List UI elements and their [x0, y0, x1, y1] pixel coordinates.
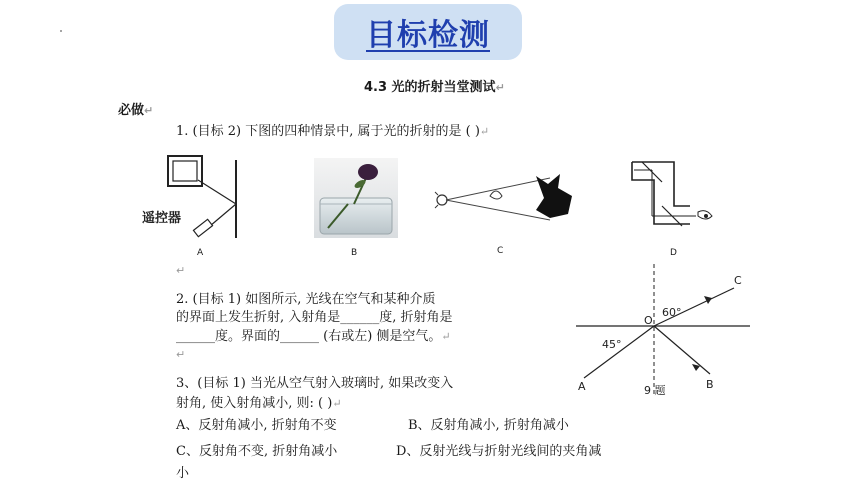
- q3-option-b: B、反射角减小, 折射角减小: [408, 418, 569, 433]
- doc-title: [364, 76, 505, 95]
- q2-line-2: 的界面上发生折射, 入射角是______度, 折射角是: [176, 310, 453, 325]
- q1-label-c: C: [497, 246, 504, 256]
- reflected-ray: [654, 326, 710, 374]
- light-bulb-icon: [437, 195, 447, 205]
- eye-pupil: [704, 214, 708, 218]
- tv-screen: [173, 161, 197, 181]
- q2-line-1: 2. (目标 1) 如图所示, 光线在空气和某种介质: [176, 292, 436, 307]
- periscope-inner: [632, 162, 690, 206]
- remote-icon: [193, 219, 212, 236]
- q1-label-d: D: [670, 248, 677, 258]
- return-mark: ↵: [176, 264, 186, 277]
- flower: [358, 164, 378, 180]
- return-mark: ↵: [176, 348, 186, 361]
- q3-option-d: D、反射光线与折射光线间的夹角减: [396, 444, 602, 459]
- ray-reflected: [198, 180, 236, 204]
- refraction-figure: [572, 262, 762, 402]
- periscope-outer: [632, 162, 690, 224]
- arrow-c-icon: [704, 296, 712, 304]
- return-mark: ↵: [144, 104, 154, 117]
- q3-option-c: C、反射角不变, 折射角减小: [176, 444, 338, 459]
- slide-title-box: [334, 4, 522, 60]
- light-ray-mark: [435, 205, 438, 208]
- ray-incident: [210, 204, 236, 226]
- section-label: [118, 99, 153, 118]
- point-a-label: A: [578, 380, 586, 393]
- return-mark: ↵: [479, 125, 490, 138]
- light-cone-bottom: [446, 200, 550, 220]
- q1-text-line: [176, 120, 489, 139]
- section-label-text: 必做: [118, 103, 145, 118]
- q3-line-2-text: 射角, 使入射角减小, 则: ( ): [176, 396, 333, 411]
- q1-image-b: [314, 158, 398, 238]
- angle-left-label: 45°: [602, 338, 622, 351]
- angle-top-label: 60°: [662, 306, 682, 319]
- remote-label: 遥控器: [142, 211, 182, 226]
- q3-option-a: A、反射角减小, 折射角不变: [176, 418, 337, 433]
- q2-line-3: [176, 325, 451, 344]
- figure-caption: 9 题: [644, 384, 666, 397]
- q1-image-c: [432, 170, 582, 232]
- decor-dot: [60, 30, 62, 32]
- glass: [320, 198, 392, 234]
- hand-icon: [490, 191, 502, 199]
- q3-option-d-cont: 小: [176, 466, 190, 481]
- point-b-label: B: [706, 378, 714, 391]
- q1-text: 1. (目标 2) 下图的四种情景中, 属于光的折射的是 ( ): [176, 124, 480, 139]
- incident-ray: [584, 326, 654, 378]
- q1-image-d: [628, 154, 720, 246]
- return-mark: ↵: [441, 330, 451, 343]
- q1-label-b: B: [351, 248, 358, 258]
- doc-title-text: 4.3 光的折射当堂测试: [364, 80, 496, 95]
- q3-line-1: 3、(目标 1) 当光从空气射入玻璃时, 如果改变入: [176, 376, 454, 391]
- return-mark: ↵: [332, 397, 342, 410]
- q2-line-3-text: ______度。界面的______ (右或左) 侧是空气。: [176, 329, 442, 344]
- q1-image-a: [140, 152, 250, 252]
- slide-title: 目标检测: [366, 18, 490, 53]
- light-ray-mark: [435, 192, 438, 195]
- light-cone-top: [446, 178, 550, 200]
- return-mark: ↵: [495, 81, 505, 94]
- q1-label-a: A: [197, 248, 204, 258]
- point-c-label: C: [734, 274, 742, 287]
- point-o-label: O: [644, 314, 653, 327]
- shadow-dog-icon: [536, 174, 572, 218]
- q3-line-2: [176, 392, 342, 411]
